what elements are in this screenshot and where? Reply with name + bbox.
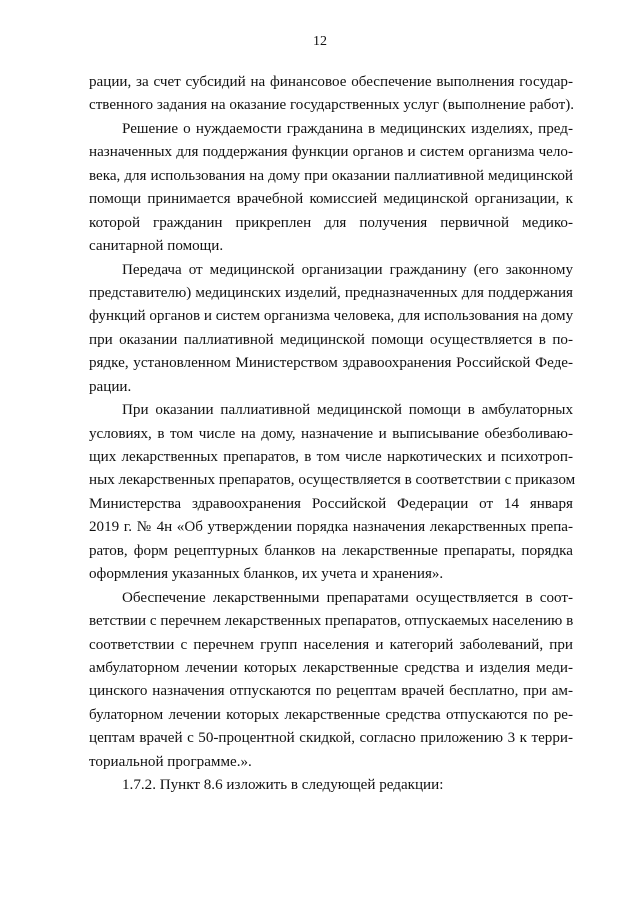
paragraph-2 [89, 118, 573, 259]
text-line: ториальной программе.». [89, 753, 252, 770]
text-line: Обеспечение лекарственными препаратами осуществляется в соот- [122, 589, 573, 606]
text-line: санитарной помощи. [89, 238, 224, 255]
paragraph-1 [89, 71, 573, 118]
text-line: При оказании паллиативной медицинской помощи в амбулаторных [122, 402, 573, 419]
text-line: ратов, форм рецептурных бланков на лекарственные препараты, порядка [89, 542, 573, 559]
text-line: 1.7.2. Пункт 8.6 изложить в следующей редакции: [122, 777, 444, 794]
text-line: Передача от медицинской организации гражданину (его законному [122, 261, 573, 278]
text-line: назначенных для поддержания функции органов и систем организма чело- [89, 144, 573, 161]
document-body [89, 71, 576, 798]
text-line: функций органов и систем организма человека, для использования на дому [89, 308, 574, 325]
text-line: ственного задания на оказание государственных услуг (выполнение работ). [89, 97, 574, 114]
paragraph-3 [89, 259, 573, 400]
text-line: рации. [89, 378, 132, 395]
text-line: цептам врачей с 50-процентной скидкой, согласно приложению 3 к терри- [89, 730, 573, 747]
text-line: щих лекарственных препаратов, в том числе наркотических и психотроп- [89, 449, 573, 465]
text-line: ных лекарственных препаратов, осуществляется в соответствии с приказом [89, 472, 576, 489]
text-line: которой гражданин прикреплен для получения первичной медико- [89, 214, 573, 231]
text-line: условиях, в том числе на дому, назначение и выписывание обезболиваю- [89, 425, 573, 442]
text-line: помощи принимается врачебной комиссией медицинской организации, к [89, 191, 573, 208]
text-line: Решение о нуждаемости гражданина в медицинских изделиях, пред- [122, 120, 573, 137]
paragraph-5 [89, 587, 573, 775]
text-line: амбулаторном лечении которых лекарственные средства и изделия меди- [89, 659, 573, 676]
text-line: рядке, установленном Министерством здравоохранения Российской Феде- [89, 355, 573, 372]
text-line: рации, за счет субсидий на финансовое обеспечение выполнения государ- [89, 74, 573, 90]
text-line: оформления указанных бланков, их учета и хранения». [89, 566, 444, 583]
paragraph-4 [89, 399, 576, 587]
text-line: булаторном лечении которых лекарственные средства отпускаются по ре- [89, 706, 573, 723]
text-line: 2019 г. № 4н «Об утверждении порядка назначения лекарственных препа- [89, 519, 573, 536]
page-number: 12 [313, 34, 327, 49]
text-line: века, для использования на дому при оказании паллиативной медицинской [89, 167, 573, 184]
text-line: ветствии с перечнем лекарственных препаратов, отпускаемых населению в [89, 613, 574, 630]
text-line: соответствии с перечнем групп населения и категорий заболеваний, при [89, 636, 573, 653]
text-line: Министерства здравоохранения Российской Федерации от 14 января [89, 495, 573, 512]
paragraph-6 [89, 774, 573, 797]
text-line: цинского назначения отпускаются по рецептам врачей бесплатно, при ам- [89, 683, 573, 700]
text-line: при оказании паллиативной медицинской помощи осуществляется в по- [89, 331, 573, 348]
text-line: представителю) медицинских изделий, предназначенных для поддержания [89, 284, 573, 301]
